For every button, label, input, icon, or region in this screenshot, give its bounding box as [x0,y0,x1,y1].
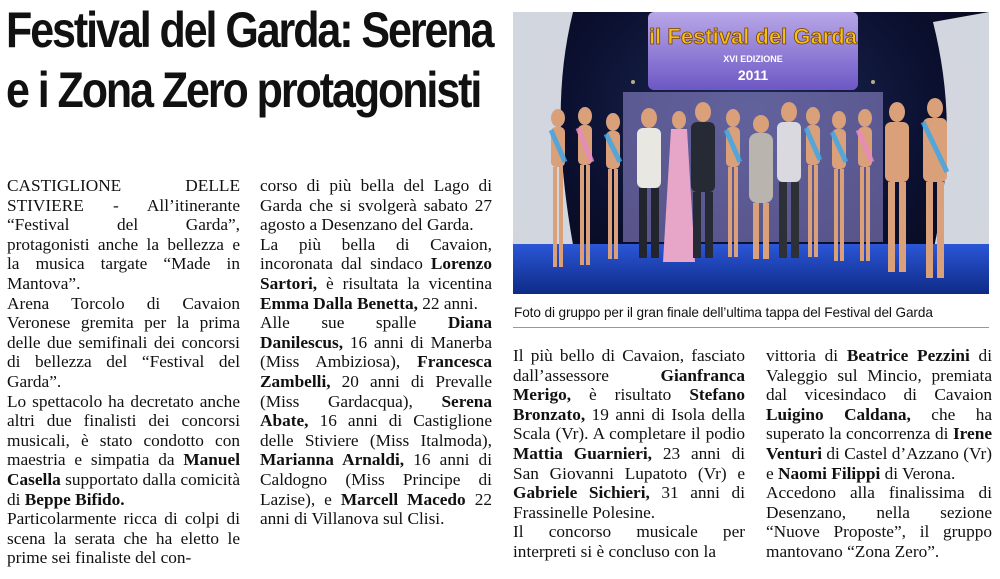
person-name: Francesca Zambelli, [260,352,492,391]
person-name: Luigino Caldana, [766,404,911,424]
text-run: Il concorso musicale per interpreti si è concluso con la [513,522,745,561]
article-paragraph [260,313,492,529]
text-run: 22 anni. [417,293,478,313]
text-run: Alle sue spalle [260,313,448,333]
article-paragraph [260,176,492,235]
person-name: Manuel Casella [7,450,240,489]
banner-title: il Festival del Garda [649,24,857,49]
text-run: Particolarmente ricca di colpi di scena la serata che ha eletto le prime sei finaliste del con- [7,509,240,568]
text-run: CASTIGLIONE DELLE STIVIERE - All’itinerante “Festival del Garda”, protagonisti anche la bellezza e la musica targate “Made in Mantova”. [7,176,240,293]
person-name: Beppe Bifido. [24,489,125,509]
text-run: 19 anni di Isola della Scala (Vr). A completare il podio [513,404,745,444]
article-column-2 [260,176,492,529]
person-name: Naomi Filippi [778,463,881,483]
article-paragraph [513,346,745,522]
person-name: Marcell Macedo [340,489,466,509]
article-paragraph [7,392,240,510]
group-photo [513,12,989,294]
text-run: supportato dalla comicità di [7,469,240,509]
text-run: è risultata la vicentina [317,273,492,293]
text-run: 22 anni di Villanova sul Clisi. [260,489,492,529]
text-run: 31 anni di Frassinelle Polesine. [513,483,745,522]
article-column-3 [513,346,745,562]
text-run: è risultato [571,385,690,405]
person-name: Mattia Guarnieri, [513,443,652,463]
person-name: Gianfranca Merigo, [513,365,745,405]
person-name: Stefano Bronzato, [513,385,745,424]
person-name: Beatrice Pezzini [846,346,970,365]
text-run: La più bella di Cavaion, incoronata dal sindaco [260,234,492,274]
article-paragraph [7,294,240,392]
article-paragraph [766,483,992,561]
article-paragraph [7,176,240,294]
text-run: di Castel d’Azzano (Vr) e [766,443,992,483]
text-run: 16 anni di Manerba (Miss Ambiziosa), [260,332,492,372]
text-run: Arena Torcolo di Cavaion Veronese gremita per la prima delle due semifinali dei concorsi di bellezza del “Festival del Garda”. [7,293,240,391]
text-run: di Valeggio sul Mincio, premiata dal vicesindaco di Cavaion [766,346,992,405]
article-paragraph [7,509,240,568]
article-column-1 [7,176,240,568]
article-paragraph [766,346,992,483]
stage-floor [513,244,989,294]
person-name: Emma Dalla Benetta, [260,293,418,313]
article-paragraph [260,235,492,313]
text-run: Il più bello di Cavaion, fasciato dall’assessore [513,346,745,385]
text-run: 23 anni di San Giovanni Lupatoto (Vr) e [513,443,746,483]
person-name: Gabriele Sichieri, [513,483,650,503]
banner-edition: XVI EDIZIONE [723,54,783,64]
headline-line-1: Festival del Garda: Serena [6,2,493,58]
text-run: Accedono alla finalissima di Desenzano, nella sezione “Nuove Proposte”, il gruppo mantovano “Zona Zero”. [766,483,992,561]
person-name: Marianna Arnaldi, [260,450,405,470]
text-run: di Verona. [880,463,956,483]
article-paragraph [513,522,745,561]
person-name: Serena Abate, [260,391,492,431]
person-name: Diana Danilescus, [260,313,492,352]
caption-divider [513,327,989,328]
text-run: 16 anni di Castiglione delle Stiviere (Miss Italmoda), [260,411,492,450]
text-run: 16 anni di Caldogno (Miss Principe di Lazise), e [260,450,492,509]
headline [6,0,493,120]
article-column-4 [766,346,992,562]
headline-line-2: e i Zona Zero protagonisti [6,62,481,118]
text-run: Lo spettacolo ha decretato anche altri due finalisti dei concorsi musicali, è stato condotto con maestria e simpatia da [7,391,240,470]
text-run: 20 anni di Prevalle (Miss Gardacqua), [260,371,492,411]
person-name: Irene Venturi [766,424,992,463]
banner-year: 2011 [737,67,769,83]
text-run: corso di più bella del Lago di Garda che si svolgerà sabato 27 agosto a Desenzano del Garda. [260,176,492,235]
photo-caption: Foto di gruppo per il gran finale dell’ultima tappa del Festival del Garda [514,305,933,320]
person-name: Lorenzo Sartori, [260,254,492,293]
text-run: vittoria di [766,346,847,365]
text-run: che ha superato la concorrenza di [766,404,993,444]
group-photo-illustration [513,12,989,294]
